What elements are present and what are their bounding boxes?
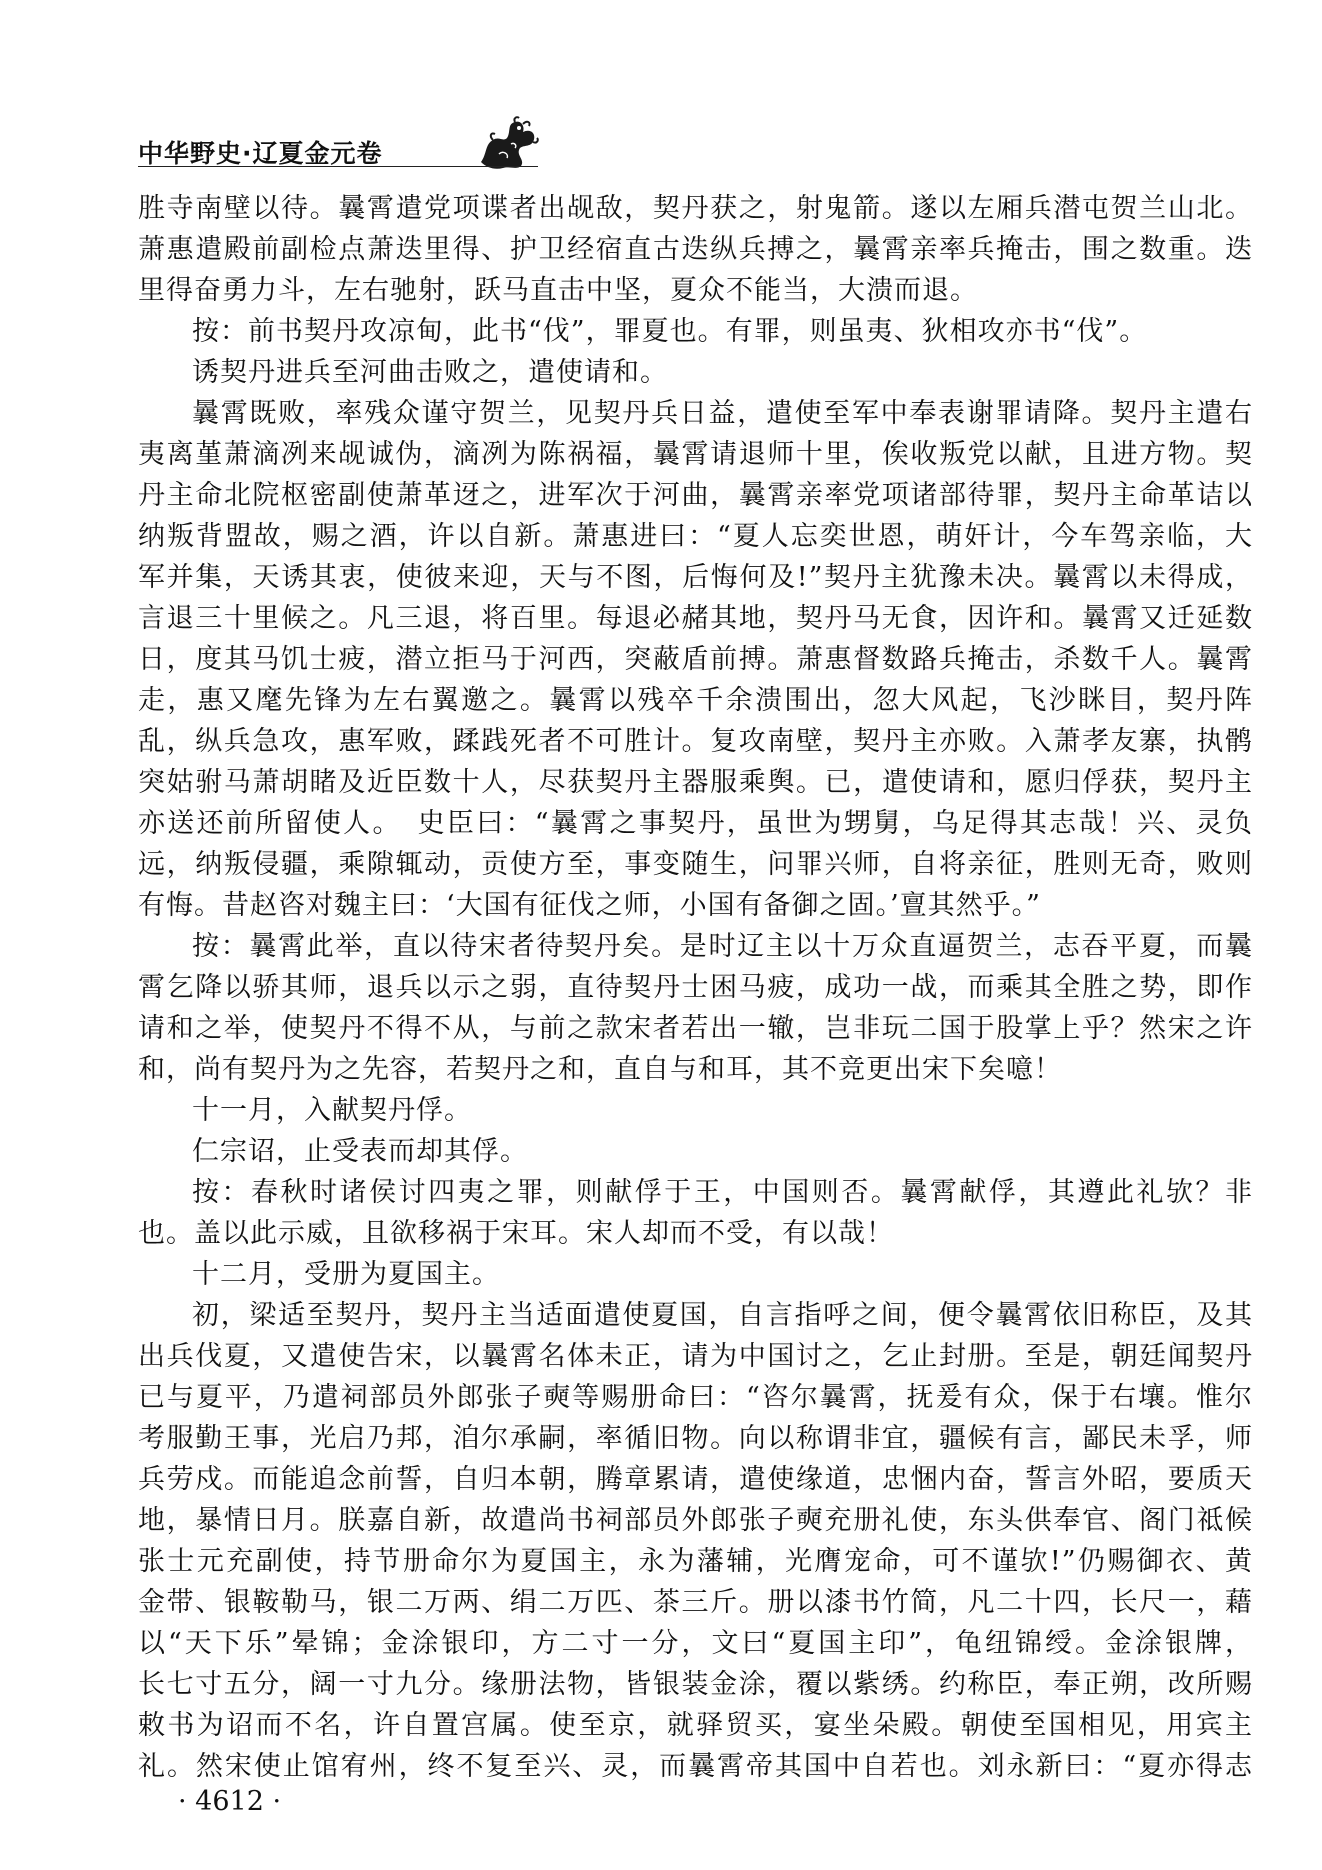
text-line: 有悔。昔赵咨对魏主曰：‘大国有征伐之师，小国有备御之固。’亶其然乎。”: [138, 890, 1041, 921]
text-line: 亦送还前所留使人。 史臣曰：“曩霄之事契丹，虽世为甥舅，乌足得其志哉！兴、灵负: [138, 808, 1253, 839]
text-line: 地，暴情日月。朕嘉自新，故遣尚书祠部员外郎张子奭充册礼使，东头供奉官、阁门祗候: [138, 1505, 1253, 1536]
dragon-emblem-icon: [473, 114, 543, 172]
header-rule: [138, 166, 538, 167]
text-line: 言退三十里候之。凡三退，将百里。每退必赭其地，契丹马无食，因许和。曩霄又迁延数: [138, 603, 1253, 634]
text-line: 礼。然宋使止馆宥州，终不复至兴、灵，而曩霄帝其国中自若也。刘永新曰：“夏亦得志: [138, 1751, 1253, 1782]
text-line: 长七寸五分，阔一寸九分。缘册法物，皆银装金涂，覆以紫绣。约称臣，奉正朔，改所赐: [138, 1669, 1253, 1700]
text-line: 张士元充副使，持节册命尔为夏国主，永为藩辅，光膺宠命，可不谨欤!”仍赐御衣、黄: [138, 1546, 1253, 1577]
text-line: 萧惠遣殿前副检点萧迭里得、护卫经宿直古迭纵兵搏之，曩霄亲率兵掩击，围之数重。迭: [138, 234, 1253, 265]
text-line: 军并集，天诱其衷，使彼来迎，天与不图，后悔何及!”契丹主犹豫未决。曩霄以未得成，: [138, 562, 1253, 593]
text-line: 和，尚有契丹为之先容，若契丹之和，直自与和耳，其不竞更出宋下矣噫！: [138, 1054, 1062, 1085]
text-line: 按：春秋时诸侯讨四夷之罪，则献俘于王，中国则否。曩霄献俘，其遵此礼欤？非: [192, 1177, 1253, 1208]
text-line: 远，纳叛侵疆，乘隙辄动，贡使方至，事变随生，问罪兴师，自将亲征，胜则无奇，败则: [138, 849, 1253, 880]
text-line: 乱，纵兵急攻，惠军败，蹂践死者不可胜计。复攻南壁，契丹主亦败。入萧孝友寨，执鹘: [138, 726, 1253, 757]
text-line: 按：前书契丹攻凉甸，此书“伐”，罪夏也。有罪，则虽夷、狄相攻亦书“伐”。: [192, 316, 1148, 347]
text-line: 敕书为诏而不名，许自置宫属。使至京，就驿贸买，宴坐朵殿。朝使至国相见，用宾主: [138, 1710, 1253, 1741]
text-line: 日，度其马饥士疲，潜立拒马于河西，突蔽盾前搏。萧惠督数路兵掩击，杀数千人。曩霄: [138, 644, 1253, 675]
text-line: 突姑驸马萧胡睹及近臣数十人，尽获契丹主器服乘舆。已，遣使请和，愿归俘获，契丹主: [138, 767, 1253, 798]
text-line: 诱契丹进兵至河曲击败之，遣使请和。: [192, 357, 668, 388]
text-line: 十一月，入献契丹俘。: [192, 1095, 472, 1126]
text-line: 纳叛背盟故，赐之酒，许以自新。萧惠进曰：“夏人忘奕世恩，萌奸计，今车驾亲临，大: [138, 521, 1253, 552]
text-line: 也。盖以此示威，且欲移祸于宋耳。宋人却而不受，有以哉！: [138, 1218, 894, 1249]
book-title: 中华野史·辽夏金元卷: [138, 139, 383, 168]
text-line: 出兵伐夏，又遣使告宋，以曩霄名体未正，请为中国讨之，乞止封册。至是，朝廷闻契丹: [138, 1341, 1253, 1372]
main-text: [138, 188, 1253, 1787]
text-line: 金带、银鞍勒马，银二万两、绢二万匹、茶三斤。册以漆书竹简，凡二十四，长尺一，藉: [138, 1587, 1253, 1618]
text-line: 仁宗诏，止受表而却其俘。: [192, 1136, 528, 1167]
page-header: [138, 120, 538, 180]
text-line: 初，梁适至契丹，契丹主当适面遣使夏国，自言指呼之间，便令曩霄依旧称臣，及其: [192, 1300, 1253, 1331]
text-line: 十二月，受册为夏国主。: [192, 1259, 500, 1290]
text-line: 曩霄既败，率残众谨守贺兰，见契丹兵日益，遣使至军中奉表谢罪请降。契丹主遣右: [192, 398, 1253, 429]
text-line: 考服勤王事，光启乃邦，洎尔承嗣，率循旧物。向以称谓非宜，疆候有言，鄙民未孚，师: [138, 1423, 1253, 1454]
page-number: · 4612 ·: [178, 1786, 282, 1817]
text-line: 里得奋勇力斗，左右驰射，跃马直击中坚，夏众不能当，大溃而退。: [138, 275, 978, 306]
text-line: 夷离堇萧滴冽来觇诚伪，滴冽为陈祸福，曩霄请退师十里，俟收叛党以献，且进方物。契: [138, 439, 1253, 470]
text-line: 以“天下乐”晕锦；金涂银印，方二寸一分，文曰“夏国主印”，龟纽锦绶。金涂银牌，: [138, 1628, 1253, 1659]
text-line: 兵劳戍。而能追念前誓，自归本朝，腾章累请，遣使缘道，忠悃内奋，誓言外昭，要质天: [138, 1464, 1253, 1495]
text-line: 霄乞降以骄其师，退兵以示之弱，直待契丹士困马疲，成功一战，而乘其全胜之势，即作: [138, 972, 1253, 1003]
text-line: 胜寺南壁以待。曩霄遣党项谍者出觇敌，契丹获之，射鬼箭。遂以左厢兵潜屯贺兰山北。: [138, 193, 1253, 224]
text-line: 请和之举，使契丹不得不从，与前之款宋者若出一辙，岂非玩二国于股掌上乎？然宋之许: [138, 1013, 1253, 1044]
text-line: 按：曩霄此举，直以待宋者待契丹矣。是时辽主以十万众直逼贺兰，志吞平夏，而曩: [192, 931, 1253, 962]
text-line: 已与夏平，乃遣祠部员外郎张子奭等赐册命曰：“咨尔曩霄，抚爰有众，保于右壤。惟尔: [138, 1382, 1253, 1413]
text-line: 走，惠又麾先锋为左右翼邀之。曩霄以残卒千余溃围出，忽大风起，飞沙眯目，契丹阵: [138, 685, 1253, 716]
text-line: 丹主命北院枢密副使萧革迓之，进军次于河曲，曩霄亲率党项诸部待罪，契丹主命革诘以: [138, 480, 1253, 511]
